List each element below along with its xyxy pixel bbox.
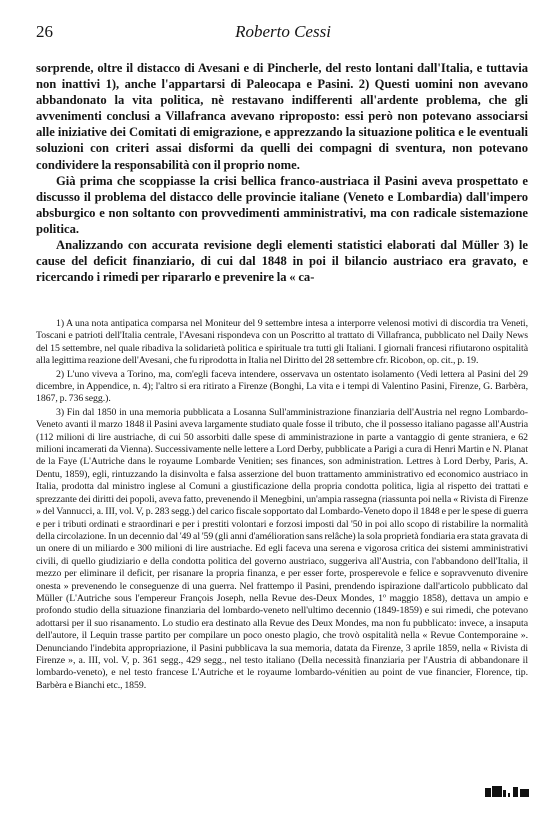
- footnote: 3) Fin dal 1850 in una memoria pubblicata a Losanna Sull'amministrazione finanziaria dell'Austria nel regno Lombardo-Veneto avanti il marzo 1848 il Pasini aveva largamente studiato quale fosse il tributo, che il possesso italiano pagasse all'Austria (112 milioni di lire austriache, di cui 50 assorbiti dalle spese di amministrazione in parte a vantaggio di gente straniera, e 62 milioni incamerati da Vienna). Successivamente nelle lettere a Lord Derby, pubblicate a Parigi a cura di Henri Martin e N. Planat de la Faye (L'Autriche dans le royaume Lombarde Venitien; ses finances, son administration. Lettres à Lord Derby, Paris, A. Dentu, 1859), egli, rintuzzando la disinvolta e falsa asserzione del buon trattamento amministrativo ed economico austriaco in Italia, prodotta dal ministro inglese al Comuni a giustificazione della propria condotta politica, ligia al rispetto dei trattati e sprezzante dei diritti dei popoli, aveva fatto, prevenendo il Menegbini, un'ampia rassegna (riassunta poi nella « Rivista di Firenze » del Vannucci, a. III, vol. V, p. 283 segg.) del carico fiscale sopportato dal Lombardo-Veneto dopo il 1848 e per le spese di guerra e per i tributi ordinati e straordinari e per i prestiti volontari e forzosi imposti dal '50 in poi allo scopo di ristabilire la normalità della circolazione. In un decennio dal '49 al '59 (gli anni d'amélioration sans relâche) la sola proprietà fondiaria era stata gravata di un onere di un miliardo e 300 milioni di lire austriache. Ed egli faceva una serena e vigorosa critica dei sistemi amministrativi civili, di quello giudiziario e della condotta politica del governo austriaco, suggeriva all'Austria, con l'abbandono dell'Italia, il mezzo per eliminare il deficit, per risanare la propria finanza, e per esser forte, prosperevole e felice e sopravvenuto divenire onesta » prevenendo le conseguenze di una guerra. Nel frattempo il Pasini, prendendo ispirazione dall'articolo pubblicato dal Müller (L'Autriche sous l'empereur François Joseph, nella Revue des-Deux Mondes, 1º maggio 1858), dettava un ampio e profondo studio della situazione finanziaria del lombardo-veneto nell'ultimo decennio (1849-1859) e sui rimedi, che potevano adottarsi per il suo risanamento. Lo studio era destinato alla Revue des Deux Mondes, ma non fu pubblicato: invece, a insaputa dell'autore, il Lequin trasse partito per compilare un poco onesto plagio, che trovò ospitalità nella « Revue Contemporaine ». Denunciando l'indebita appropriazione, il Pasini pubblicava la sua memoria, datata da Firenze, 3 aprile 1859, nella « Rivista di Firenze », a. III, vol. V, p. 361 segg., 429 segg., nel testo italiano (Della necessità finanziaria per l'Austria di abbandonare il lombardo-veneto), e nel testo francese L'Autriche et le royaume lombardo-vénitien au point de vue financier, Florence, tip. Barbèra e Bianchi etc., 1859.: [36, 406, 528, 691]
- body-paragraph: sorprende, oltre il distacco di Avesani e di Pincherle, del resto lontani dall'Italia, e tuttavia non inattivi 1), anche l'appartarsi di Paleocapa e Pasini. 2) Questi uomini non avevano abbandonato la vita politica, nè restavano indifferenti all'ardente problema, che gli avvenimenti conclusi a Villafranca avevano riproposto: essi però non potevano associarsi alle iniziative dei Comitati di emigrazione, e apprezzando la situazione politica e le eventuali soluzioni con criteri assai disformi da quelli dei compagni di sventura, non potevano condividere la responsabilità con il proprio nome.: [36, 61, 528, 172]
- footnote: 2) L'uno viveva a Torino, ma, com'egli faceva intendere, osservava un ostentato isolamento (Vedi lettera al Pasini del 29 dicembre, in Appendice, n. 4); l'altro si era ritirato a Firenze (Bonghi, La vita e i tempi di Valentino Pasini, Firenze, G. Barbèra, 1867, p. 736 segg.).: [36, 368, 528, 405]
- page-number: 26: [36, 22, 53, 41]
- footnote: 1) A una nota antipatica comparsa nel Moniteur del 9 settembre intesa a interporre velenosi motivi di discordia tra Veneti, Toscani e patrioti dell'Italia centrale, l'Avesani rispondeva con un Poscritto al trattato di Villafranca, pubblicato nel Daily News del 15 settembre, nel quale ribadiva la solidarietà politica e spirituale tra tutti gli Italiani. I giornali francesi rifiutarono ospitalità alla legittima reazione dell'Avesani, che fu riprodotta in Italia nel Diritto del 28 settembre cfr. Ricobon, op. cit., p. 19.: [36, 318, 528, 367]
- library-stamp-mark: [484, 785, 530, 799]
- body-paragraph: Analizzando con accurata revisione degli elementi statistici elaborati dal Müller 3) le cause del deficit finanziario, di cui dal 1848 in poi il bilancio austriaco era gravato, e ricercando i rimedi per ripararlo e prevenire la « ca-: [36, 238, 528, 285]
- page-header: [36, 22, 530, 46]
- body-paragraph: Già prima che scoppiasse la crisi bellica franco-austriaca il Pasini aveva prospettato e discusso il problema del distacco delle provincie italiane (Veneto e Lombardia) dall'impero absburgico e non soltanto con provvedimenti amministrativi, ma con radicale sistemazione politica.: [36, 173, 528, 236]
- main-text-block: [36, 60, 528, 285]
- running-head-author: Roberto Cessi: [235, 22, 331, 41]
- footnotes-block: [36, 318, 528, 692]
